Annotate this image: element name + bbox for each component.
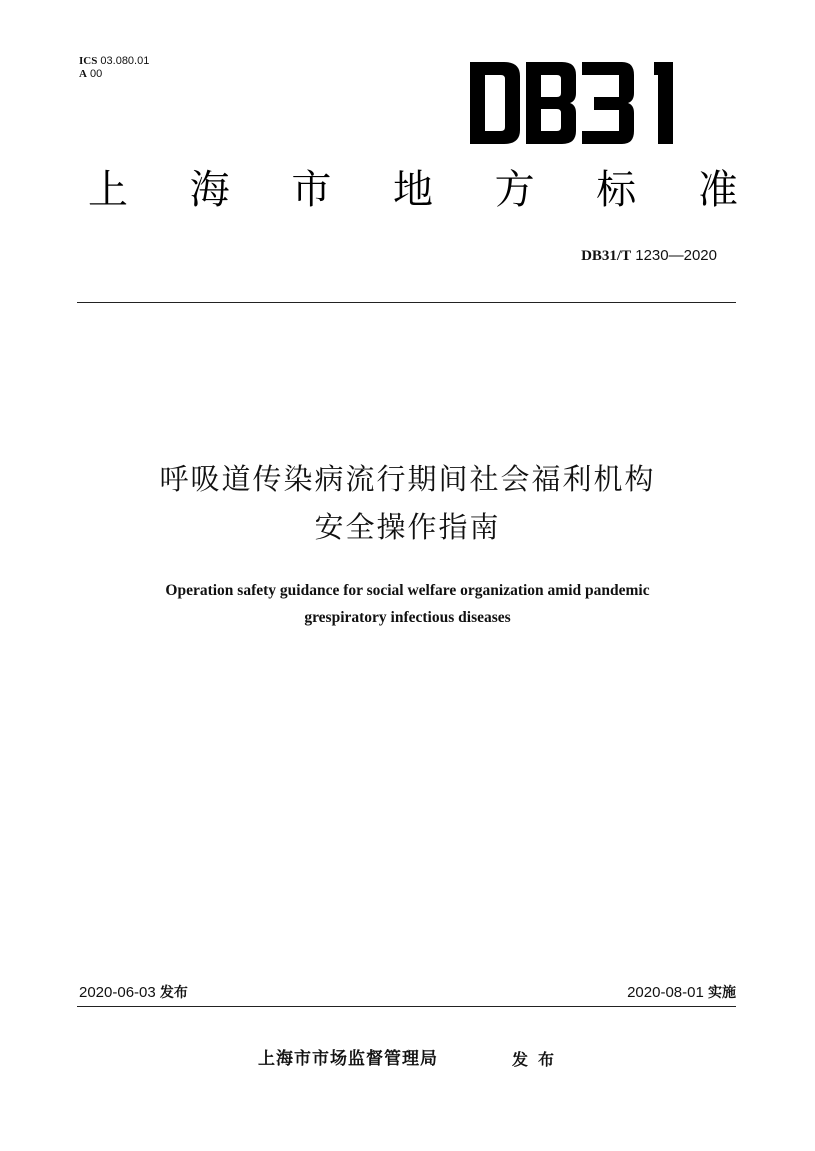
- issue-label: 发布: [159, 985, 188, 1001]
- ics-code-line: [79, 55, 149, 68]
- standard-type-heading: [88, 167, 738, 213]
- title-cn-line-1: 呼吸道传染病流行期间社会福利机构: [159, 462, 656, 496]
- publish-verb: 发布: [512, 1050, 565, 1069]
- title-en-line-2: grespiratory infectious diseases: [304, 609, 511, 626]
- issue-date: [79, 984, 188, 1002]
- ccs-code-line: [79, 68, 149, 81]
- standard-type-char: 标: [596, 167, 637, 213]
- header-divider: [77, 302, 736, 303]
- implement-date: [627, 984, 736, 1002]
- implement-date-value: 2020-08-01: [627, 984, 704, 1001]
- standard-type-char: 方: [494, 167, 535, 213]
- standard-number-prefix: DB31/T: [581, 248, 632, 264]
- standard-number: [581, 247, 717, 265]
- title-en-line-1: Operation safety guidance for social welfare organization amid pandemic: [165, 582, 650, 599]
- footer-divider: [77, 1006, 736, 1007]
- standard-type-char: 准: [697, 167, 738, 213]
- standard-number-value: 1230—2020: [635, 247, 717, 264]
- classification-codes: [79, 55, 149, 81]
- standard-type-char: 海: [189, 167, 230, 213]
- issue-date-value: 2020-06-03: [79, 984, 156, 1001]
- standard-type-char: 上: [88, 167, 128, 213]
- ccs-label: A: [79, 68, 87, 80]
- ics-code: 03.080.01: [100, 55, 150, 67]
- db31-logo: [470, 62, 692, 144]
- title-cn-line-2: 安全操作指南: [314, 510, 501, 544]
- ccs-code: 00: [90, 68, 103, 80]
- implement-label: 实施: [708, 985, 736, 1001]
- ics-label: ICS: [79, 55, 98, 67]
- standard-type-char: 市: [291, 167, 332, 213]
- standard-type-char: 地: [392, 167, 433, 213]
- publisher-name: 上海市市场监督管理局: [258, 1049, 438, 1069]
